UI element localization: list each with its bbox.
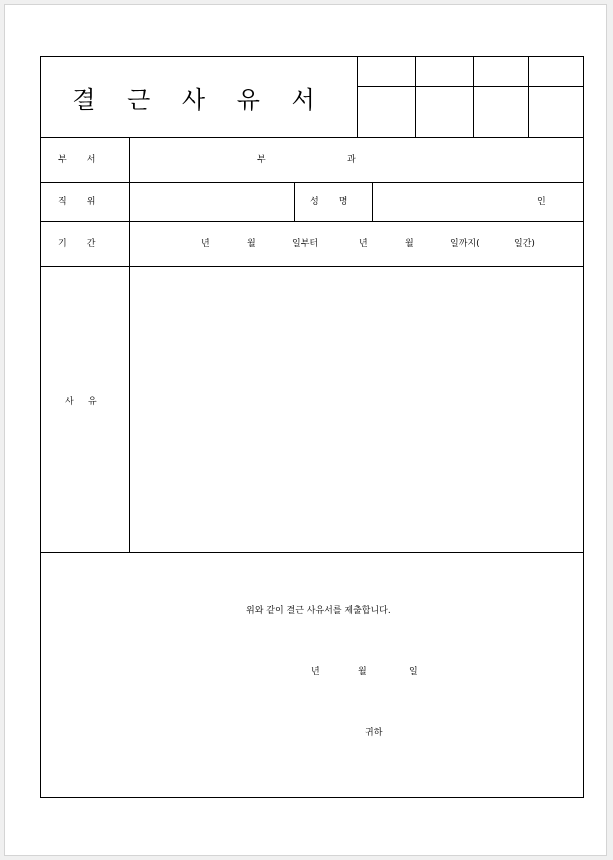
period-month-start: 월 xyxy=(247,239,256,249)
dept-value-a: 부 xyxy=(257,155,266,165)
position-field[interactable] xyxy=(130,183,294,221)
position-label: 직 위 xyxy=(58,197,96,207)
approval-col-line xyxy=(415,57,416,138)
period-until: 일까지( xyxy=(450,239,480,249)
row-line xyxy=(41,137,583,138)
reason-label: 사 유 xyxy=(65,397,97,407)
dept-value-b: 과 xyxy=(347,155,356,165)
seal-mark: 인 xyxy=(537,197,546,207)
form-title: 결 근 사 유 서 xyxy=(72,86,327,114)
name-label: 성 명 xyxy=(310,197,348,207)
period-label: 기 간 xyxy=(58,239,96,249)
period-from: 일부터 xyxy=(292,239,319,249)
approval-col-line xyxy=(528,57,529,138)
row-line xyxy=(41,221,583,222)
period-days: 일간) xyxy=(514,239,535,249)
dept-label: 부 서 xyxy=(58,155,96,165)
absence-form xyxy=(40,56,584,798)
cell-divider xyxy=(294,182,295,222)
period-year-end: 년 xyxy=(359,239,368,249)
date-day: 일 xyxy=(409,667,418,677)
approval-divider xyxy=(357,57,358,138)
reason-field[interactable] xyxy=(130,267,583,552)
period-month-end: 월 xyxy=(405,239,414,249)
addressee: 귀하 xyxy=(365,728,383,738)
approval-col-line xyxy=(473,57,474,138)
row-line xyxy=(41,552,583,553)
date-year: 년 xyxy=(311,667,320,677)
submission-statement: 위와 같이 결근 사유서를 제출합니다. xyxy=(246,606,391,616)
approval-row-line xyxy=(357,86,584,87)
period-year-start: 년 xyxy=(201,239,210,249)
name-field[interactable] xyxy=(373,183,583,221)
date-month: 월 xyxy=(358,667,367,677)
document-page xyxy=(4,4,607,856)
